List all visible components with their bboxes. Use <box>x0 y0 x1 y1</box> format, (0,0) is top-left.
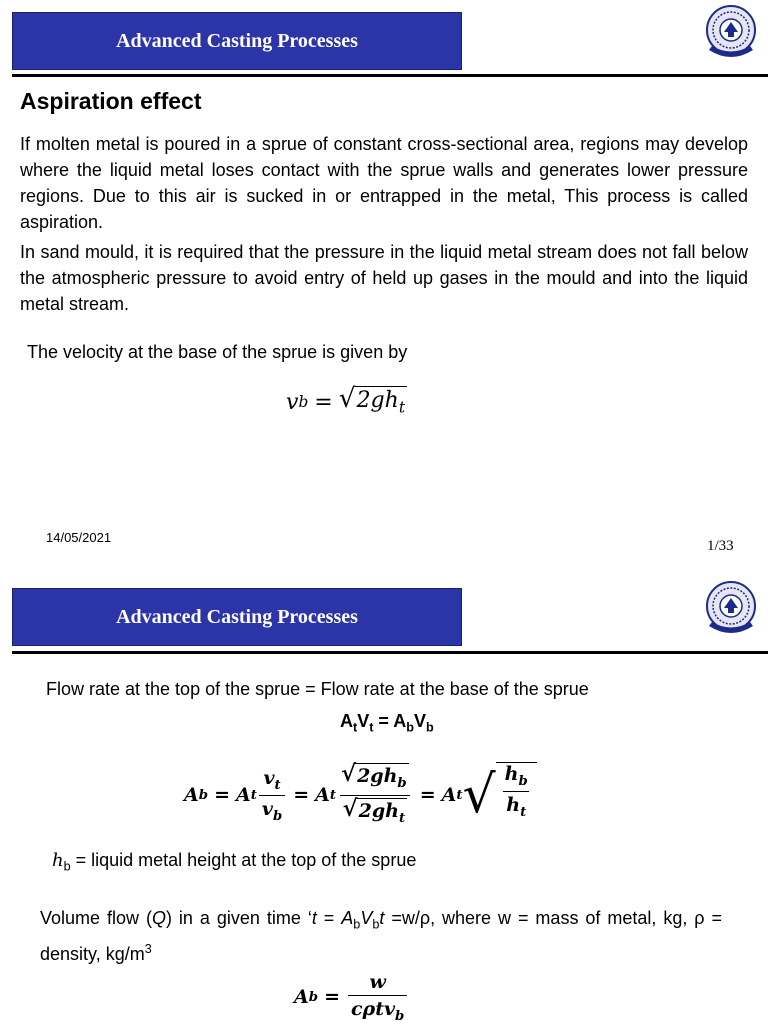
paragraph-velocity-intro: The velocity at the base of the sprue is given by <box>27 342 408 362</box>
velocity-fraction: $\frac{v_t}{v_b}$ <box>259 767 285 824</box>
paragraph-sand-mould: In sand mould, it is required that the pressure in the liquid metal stream does not fall below the atmospheric pressure to avoid entry of held up gases in the mould and into the liquid metal stream. <box>20 242 748 314</box>
radical-sign-icon: √ <box>338 383 356 415</box>
eq-equals: = <box>314 389 333 415</box>
page-number: 1/33 <box>707 538 734 554</box>
area-ratio-equation: A b = A t $\frac{v_t}{v_b}$ = A t √ $2gh_b$ √ $2gh_t$ = A t √ $\frac{h_b}{h_t}$ <box>184 752 537 838</box>
radicand: $2gh_t$ <box>356 388 405 417</box>
banner-title: Advanced Casting Processes <box>12 12 462 70</box>
slide-2 <box>0 576 768 1024</box>
section-heading: Aspiration effect <box>20 88 202 114</box>
radical-sign-icon: √ <box>462 765 496 825</box>
volume-flow-statement: Volume flow (Q) in a given time ‘$t = A_bV_bt =w/\rho$, where w = mass of metal, kg, ρ = density, $kg/m^3$ <box>40 908 723 964</box>
slide-date: 14/05/2021 <box>46 530 112 545</box>
continuity-equation: $A_tV_t = A_bV_b$ <box>340 711 434 735</box>
height-ratio-sqrt: √ $\frac{h_b}{h_t}$ <box>463 762 537 828</box>
hb-definition: $h_b$ = liquid metal height at the top of the sprue <box>52 850 417 874</box>
banner-title: Advanced Casting Processes <box>12 588 462 646</box>
velocity-equation <box>286 384 407 420</box>
institute-seal-logo-icon <box>700 2 762 64</box>
eq-lhs-sub: b <box>298 393 309 411</box>
eq-lhs: v <box>286 389 299 415</box>
sqrt-fraction: √ $2gh_b$ √ $2gh_t$ <box>338 763 412 826</box>
paragraph-aspiration: If molten metal is poured in a sprue of constant cross-sectional area, regions may develop where the liquid metal loses contact with the sprue walls and generates lower pressure regions. Due to this air is sucked in or entrapped in the metal, This process is called aspiration. <box>20 134 748 232</box>
base-area-equation: A b = $\frac{w}{c\rho tv_b}$ <box>294 971 409 1023</box>
institute-seal-logo-icon <box>700 578 762 640</box>
header-divider <box>12 74 768 77</box>
sqrt-expression <box>338 383 407 417</box>
header-divider <box>12 651 768 654</box>
flow-rate-statement: Flow rate at the top of the sprue = Flow rate at the base of the sprue <box>46 679 589 699</box>
